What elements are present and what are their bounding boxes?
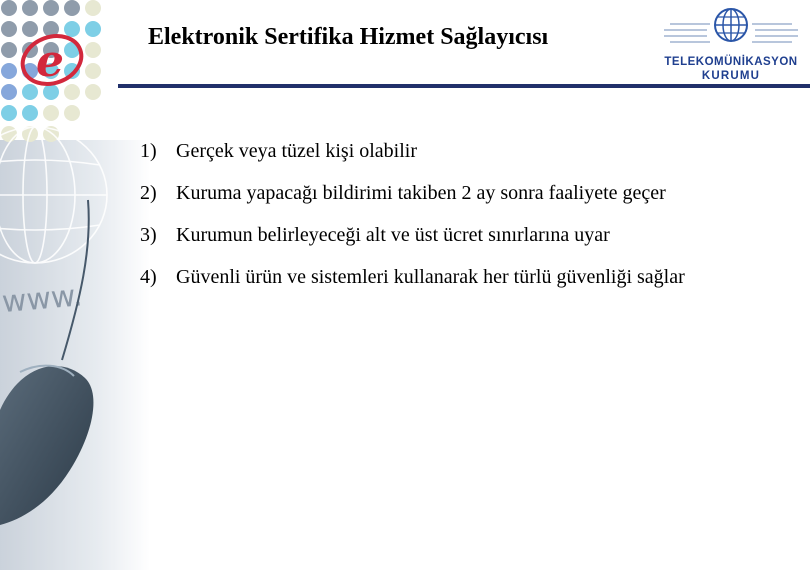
dot-decoration xyxy=(85,84,101,100)
bullet-list xyxy=(140,136,744,304)
logo-line-1: TELEKOMÜNİKASYON xyxy=(664,56,798,68)
list-item-number: 2) xyxy=(140,182,157,204)
list-item-number: 4) xyxy=(140,266,157,288)
list-item-number: 1) xyxy=(140,140,157,162)
dot-decoration xyxy=(1,42,17,58)
dot-decoration xyxy=(1,63,17,79)
dot-decoration xyxy=(85,63,101,79)
dot-decoration xyxy=(1,105,17,121)
dot-decoration xyxy=(64,84,80,100)
dot-decoration xyxy=(85,21,101,37)
list-item-number: 3) xyxy=(140,224,157,246)
dot-decoration xyxy=(22,105,38,121)
list-item xyxy=(140,178,744,208)
dot-decoration xyxy=(1,21,17,37)
dot-decoration xyxy=(43,105,59,121)
logo-line-2: KURUMU xyxy=(701,70,761,82)
list-item-text: Güvenli ürün ve sistemleri kullanarak her türlü güvenliği sağlar xyxy=(176,266,685,288)
dot-decoration xyxy=(22,0,38,16)
telekomunikasyon-logo xyxy=(652,0,810,84)
dot-decoration xyxy=(64,0,80,16)
dot-decoration xyxy=(64,105,80,121)
dot-decoration xyxy=(85,42,101,58)
list-item xyxy=(140,262,744,292)
list-item-text: Kurumun belirleyeceği alt ve üst ücret sınırlarına uyar xyxy=(176,224,610,246)
slide-title: Elektronik Sertifika Hizmet Sağlayıcısı xyxy=(148,24,549,50)
list-item xyxy=(140,136,744,166)
list-item-text: Kuruma yapacağı bildirimi takiben 2 ay sonra faaliyete geçer xyxy=(176,182,666,204)
list-item-text: Gerçek veya tüzel kişi olabilir xyxy=(176,140,418,162)
dot-decoration xyxy=(43,0,59,16)
web-text: www. xyxy=(0,278,84,321)
e-logo-letter: e xyxy=(36,36,64,87)
dot-decoration xyxy=(85,0,101,16)
dot-decoration xyxy=(1,0,17,16)
logo-stripes xyxy=(652,14,810,50)
dot-decoration xyxy=(1,84,17,100)
list-item xyxy=(140,220,744,250)
dot-decoration xyxy=(22,21,38,37)
dot-decoration xyxy=(64,21,80,37)
e-logo-icon xyxy=(16,28,88,92)
header-divider xyxy=(118,84,810,88)
